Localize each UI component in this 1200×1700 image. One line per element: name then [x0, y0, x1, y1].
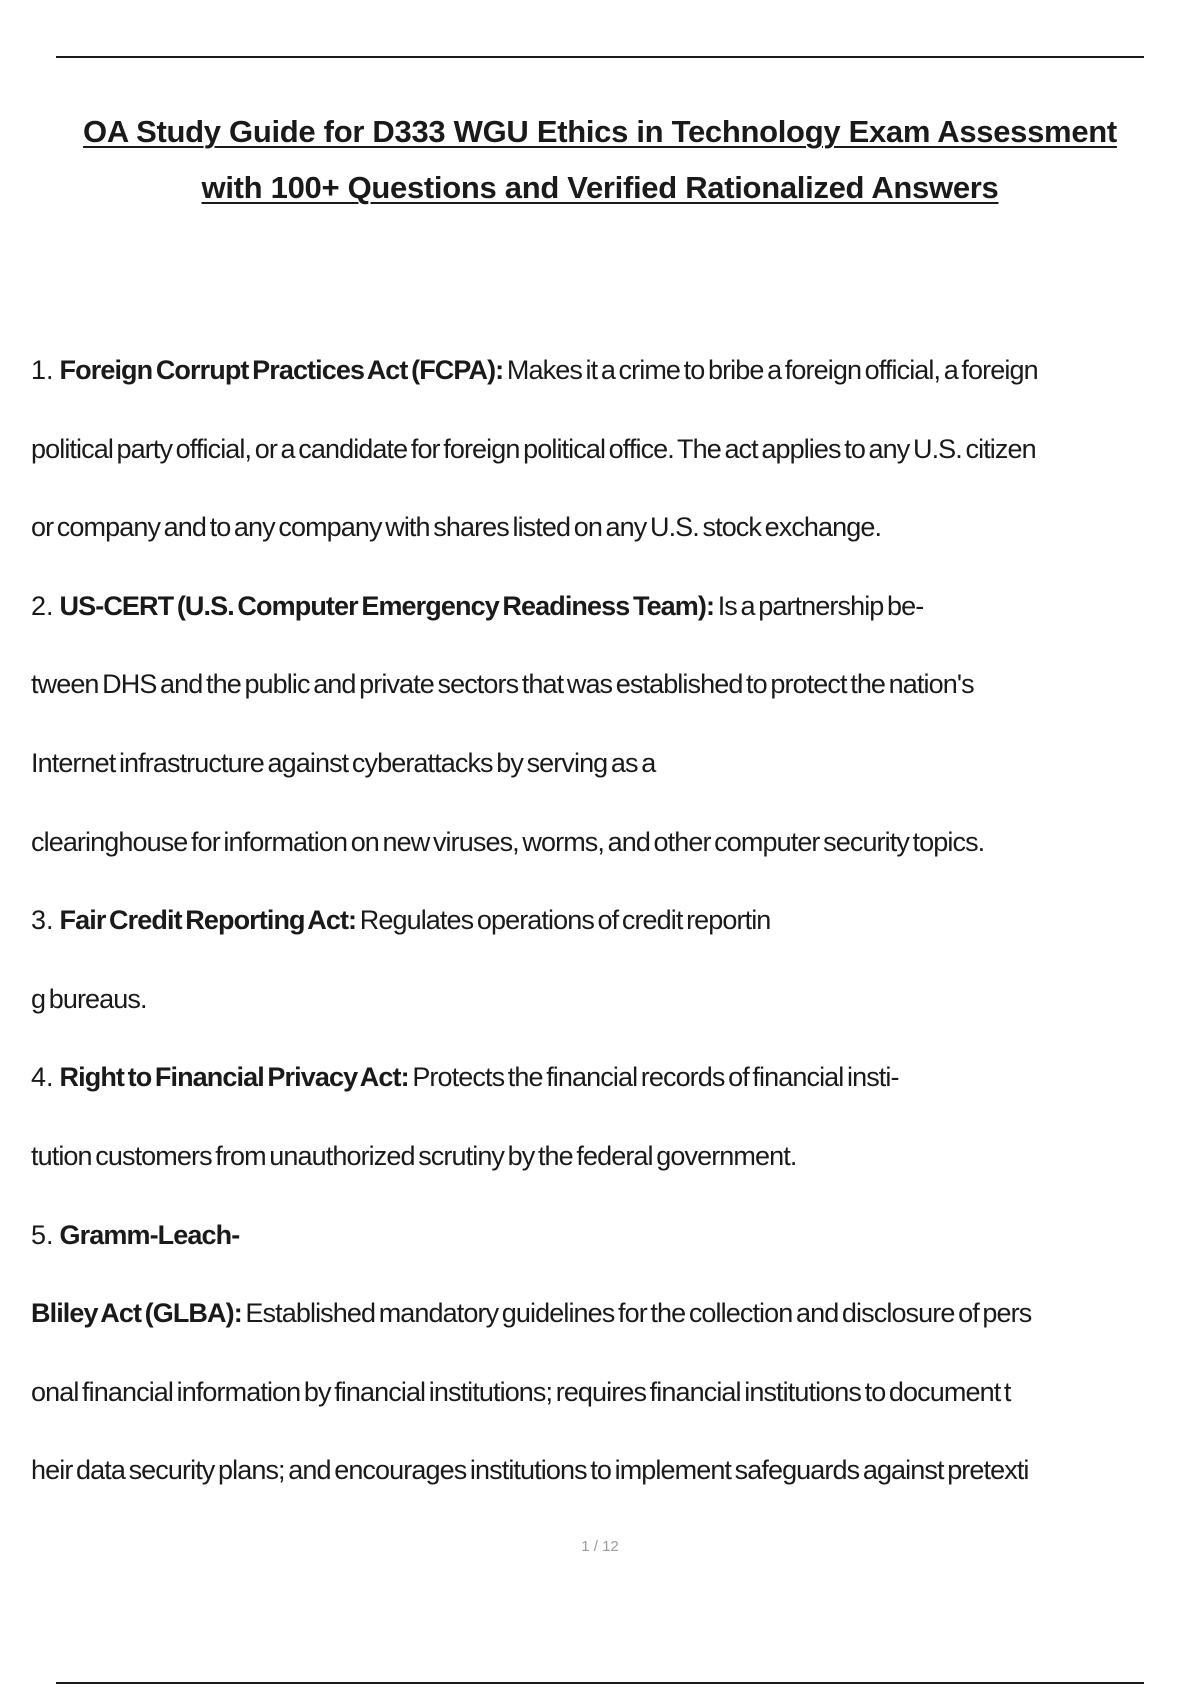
item-text: Makes it a crime to bribe a foreign official, a foreign — [506, 355, 1038, 385]
item-number: 1. — [31, 355, 54, 385]
item-text: onal financial information by financial institutions; requires financial institutions to document t — [31, 1376, 1011, 1407]
item-text: Internet infrastructure against cyberattacks by serving as a — [31, 747, 656, 778]
item-number: 5. — [31, 1219, 54, 1250]
list-item-1-cont — [31, 428, 1193, 507]
item-term: Gramm-Leach- — [59, 1219, 240, 1250]
list-item-4-cont — [31, 1135, 1193, 1214]
item-text: tution customers from unauthorized scrutiny by the federal government. — [31, 1140, 797, 1171]
document-body — [31, 349, 1193, 1528]
list-item-3-cont — [31, 978, 1193, 1057]
list-item-1-cont — [31, 506, 1193, 585]
item-text: g bureaus. — [31, 983, 147, 1014]
list-item-3 — [31, 899, 1193, 978]
list-item-5-cont — [31, 1371, 1193, 1450]
item-term: Fair Credit Reporting Act: — [59, 905, 357, 936]
item-number: 4. — [31, 1062, 54, 1093]
item-number: 2. — [31, 590, 54, 621]
item-text: clearinghouse for information on new viruses, worms, and other computer security topics. — [31, 826, 985, 857]
list-item-2-cont — [31, 663, 1193, 742]
item-term: Foreign Corrupt Practices Act (FCPA): — [59, 355, 504, 385]
list-item-2-cont — [31, 742, 1193, 821]
item-term: Bliley Act (GLBA): — [31, 1298, 242, 1329]
item-text: Established mandatory guidelines for the collection and disclosure of pers — [245, 1298, 1032, 1329]
item-text: Regulates operations of credit reportin — [359, 905, 771, 936]
list-item-5 — [31, 1214, 1193, 1293]
document-title — [40, 104, 1160, 216]
list-item-2-cont — [31, 821, 1193, 900]
item-text: political party official, or a candidate for foreign political office. The act applies to any U.S. citizen — [31, 433, 1036, 464]
item-text: heir data security plans; and encourages institutions to implement safeguards against pretexti — [31, 1455, 1029, 1486]
item-text: Is a partnership be- — [717, 590, 924, 621]
title-line-2: with 100+ Questions and Verified Rationalized Answers — [201, 170, 999, 205]
list-item-1 — [31, 349, 1193, 428]
title-line-1: OA Study Guide for D333 WGU Ethics in Technology Exam Assessment — [83, 114, 1117, 149]
list-item-2 — [31, 585, 1193, 664]
list-item-4 — [31, 1056, 1193, 1135]
item-term: Right to Financial Privacy Act: — [59, 1062, 409, 1093]
list-item-5-cont — [31, 1449, 1193, 1528]
item-text: or company and to any company with shares listed on any U.S. stock exchange. — [31, 512, 882, 543]
list-item-5-cont — [31, 1292, 1193, 1371]
item-term: US-CERT (U.S. Computer Emergency Readiness Team): — [59, 590, 715, 621]
top-rule — [56, 56, 1144, 58]
item-number: 3. — [31, 905, 54, 936]
item-text: Protects the financial records of financial insti- — [412, 1062, 899, 1093]
bottom-rule — [56, 1682, 1144, 1684]
page-number: 1 / 12 — [581, 1538, 619, 1555]
item-text: tween DHS and the public and private sectors that was established to protect the nation's — [31, 669, 974, 700]
